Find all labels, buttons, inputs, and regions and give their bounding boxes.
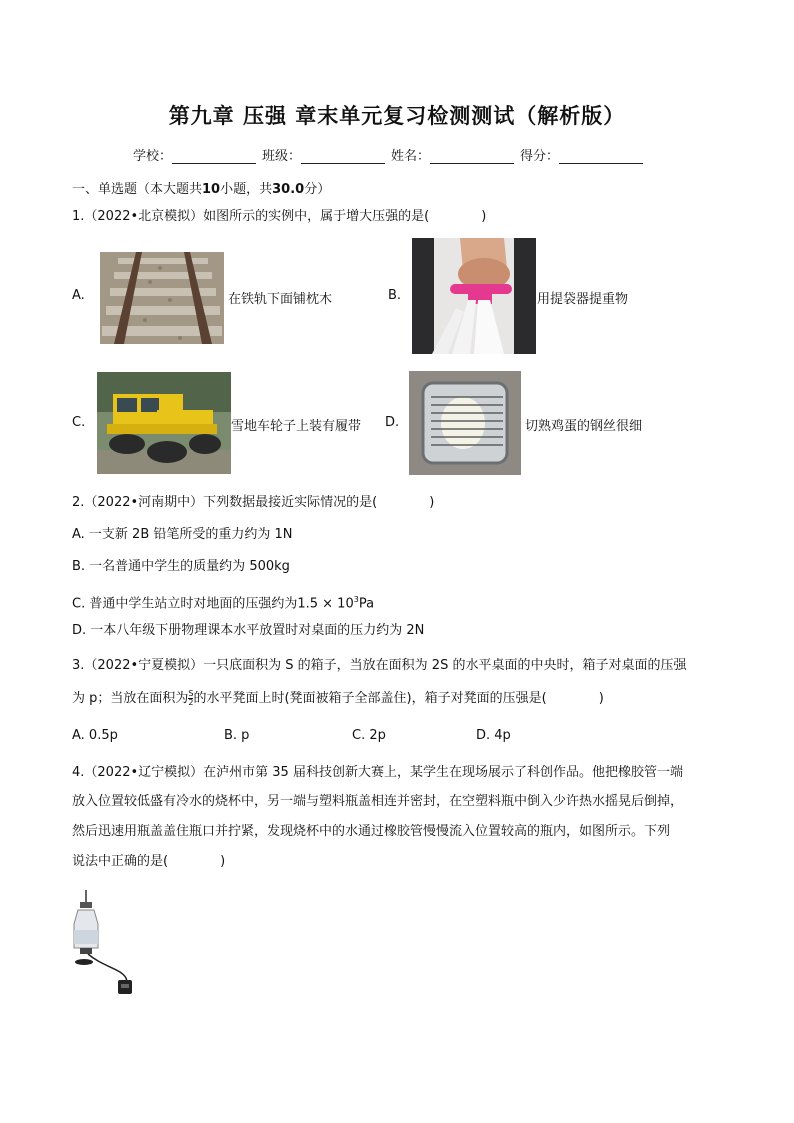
q1-option-c-label: C. — [72, 415, 86, 430]
q3-option-c: C. 2p — [352, 728, 386, 743]
q2-option-c-pre: C. 普通中学生站立时对地面的压强约为1.5 × 10 — [72, 596, 354, 612]
q3-stem-line1: 3.（2022•宁夏模拟）一只底面积为 S 的箱子，当放在面积为 2S 的水平桌面的中央时，箱子对桌面的压强 — [72, 658, 687, 673]
q1-option-d-label: D. — [385, 415, 400, 430]
q3-fraction-denominator: 2 — [188, 698, 194, 707]
q1-option-c-text: 雪地车轮子上装有履带 — [231, 419, 362, 434]
class-blank[interactable] — [301, 149, 385, 164]
q1-option-a-text: 在铁轨下面铺枕木 — [228, 292, 333, 307]
section-heading-pre: 一、单选题（本大题共 — [72, 182, 203, 197]
q2-stem: 2.（2022•河南期中）下列数据最接近实际情况的是( ) — [72, 495, 435, 510]
bottle-experiment-image — [70, 888, 142, 998]
question-count: 10 — [202, 182, 221, 197]
section-points: 30.0 — [272, 182, 305, 197]
bag-carrier-image — [412, 238, 536, 354]
q2-option-b: B. 一名普通中学生的质量约为 500kg — [72, 559, 290, 574]
q3-option-d: D. 4p — [476, 728, 511, 743]
q3-stem-line2-pre: 为 p；当放在面积为 — [72, 691, 189, 706]
score-label: 得分： — [520, 149, 560, 164]
q3-stem-line2 — [72, 684, 732, 714]
q2-option-c-exponent: 3 — [353, 595, 359, 604]
q4-line4: 说法中正确的是( ) — [72, 854, 226, 869]
railway-sleepers-image — [100, 252, 224, 344]
q2-option-c — [72, 585, 732, 619]
q1-option-b-label: B. — [388, 288, 402, 303]
score-blank[interactable] — [559, 149, 643, 164]
q2-option-c-unit: Pa — [358, 596, 375, 612]
q3-fraction-numerator: S — [188, 689, 194, 698]
q1-option-d-text: 切熟鸡蛋的钢丝很细 — [525, 419, 643, 434]
name-label: 姓名： — [391, 149, 431, 164]
student-info-row — [133, 145, 649, 164]
q3-stem-line2-post: 的水平凳面上时(凳面被箱子全部盖住)，箱子对凳面的压强是( ) — [193, 691, 604, 706]
section-heading-post: 分） — [304, 182, 331, 197]
snow-vehicle-image — [97, 372, 231, 474]
page-title: 第九章 压强 章末单元复习检测测试（解析版） — [168, 104, 626, 128]
q4-line1: 4.（2022•辽宁模拟）在泸州市第 35 届科技创新大赛上，某学生在现场展示了科创作品。他把橡胶管一端 — [72, 765, 683, 780]
q2-option-d: D. 一本八年级下册物理课本水平放置时对桌面的压力约为 2N — [72, 623, 425, 638]
q4-line3: 然后迅速用瓶盖盖住瓶口并拧紧，发现烧杯中的水通过橡胶管慢慢流入位置较高的瓶内，如图所示。下列 — [72, 824, 671, 839]
q1-option-a-label: A. — [72, 288, 85, 303]
class-label: 班级： — [262, 149, 302, 164]
q3-option-b: B. p — [224, 728, 250, 743]
q2-option-a: A. 一支新 2B 铅笔所受的重力约为 1N — [72, 527, 293, 542]
q1-option-b-text: 用提袋器提重物 — [537, 292, 629, 307]
egg-slicer-image — [409, 371, 521, 475]
q3-option-a: A. 0.5p — [72, 728, 118, 743]
q4-line2: 放入位置较低盛有冷水的烧杯中，另一端与塑料瓶盖相连并密封，在空塑料瓶中倒入少许热水摇晃后倒掉， — [72, 794, 684, 809]
school-blank[interactable] — [172, 149, 256, 164]
school-label: 学校： — [133, 149, 173, 164]
name-blank[interactable] — [430, 149, 514, 164]
section-heading — [72, 178, 330, 197]
q1-stem: 1.（2022•北京模拟）如图所示的实例中，属于增大压强的是( ) — [72, 209, 487, 224]
section-heading-mid: 小题，共 — [220, 182, 273, 197]
